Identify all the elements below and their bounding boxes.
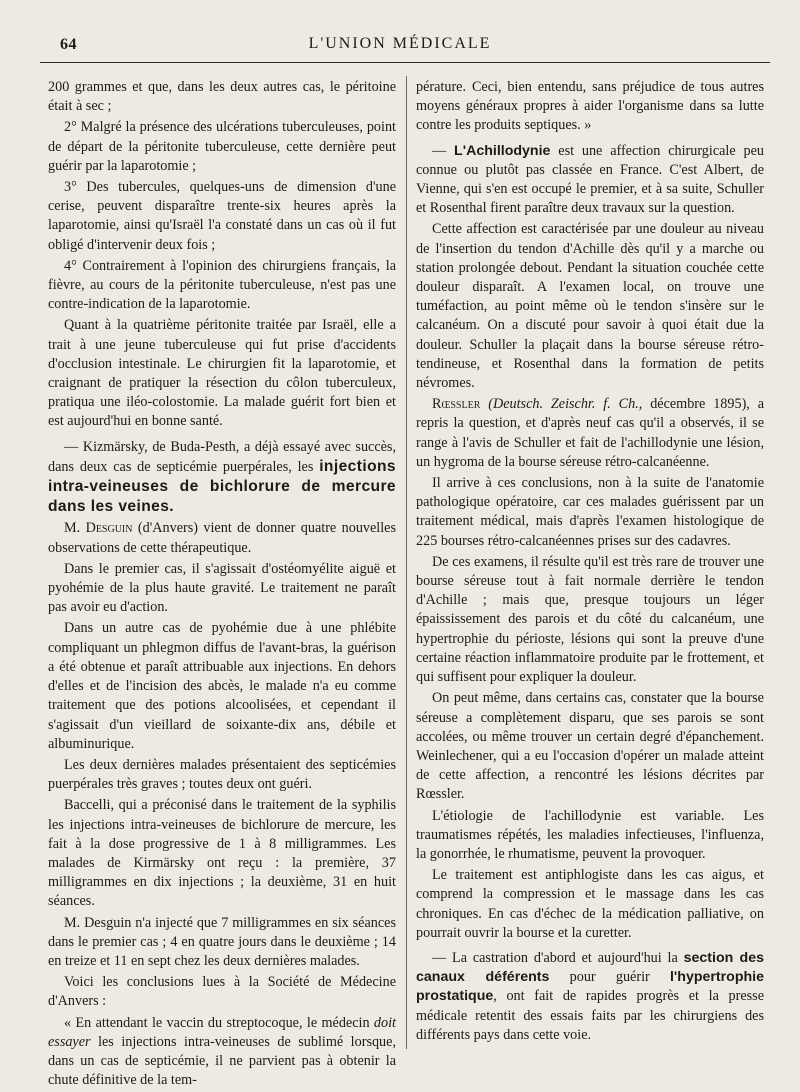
paragraph: Dans un autre cas de pyohémie due à une phlébite compliquant un phlegmon diffus de l'avant-bras, la guérison a été obtenue et paraît attribuable aux injections. En dehors d'elles et de l'incision des abcès, le malade n'a eu comme traitement que des potions alcoolisées, et cependant il s'agissait d'un vieillard de soixante-dix ans, débile et albuminurique. (48, 620, 396, 752)
paragraph-text: , ont fait de rapides progrès et la presse médicale retentit des essais faits par les chirurgiens des différents pays dans cette voie. (416, 988, 764, 1043)
paragraph: 2° Malgré la présence des ulcérations tuberculeuses, point de départ de la péritonite tuberculeuse, cette dernière peut guérir par la laparotomie ; (48, 119, 396, 174)
paragraph: L'étiologie de l'achillodynie est variable. Les traumatismes répétés, les maladies infectieuses, l'influenza, la gonorrhée, le rhumatisme, peuvent la provoquer. (416, 807, 764, 862)
paragraph (48, 519, 396, 557)
section-heading: L'Achillodynie (454, 142, 551, 159)
page-number: 64 (60, 36, 77, 53)
paragraph-text: — Kizmärsky, de Buda-Pesth, a déjà essayé avec succès, dans deux cas de septicémie puerpérales, les (48, 438, 396, 475)
paragraph: Cette affection est caractérisée par une douleur au niveau de l'insertion du tendon d'Achille dès qu'il y a marche ou station prolongée debout. Pendant la situation couchée cette douleur disparaît. A l'examen local, on trouve une tuméfaction, au point même où le tendon s'insère sur le calcanéum. On a discuté pour savoir à quoi était due la douleur. Schuller la plaçait dans la bourse séreuse rétro-tendineuse, et Rosenthal dans la formation de petits névromes. (416, 221, 764, 392)
right-column (416, 78, 764, 1047)
paragraph: De ces examens, il résulte qu'il est très rare de trouver une bourse séreuse tout à fait normale derrière le tendon d'Achille ; mais que, presque toujours un léger épaississement des parois et du côté du calcanéum, une hypertrophie du périoste, lésions qui sont la preuve d'une certaine réaction inflammatoire produite par le frottement, et qui suffisent pour expliquer la douleur. (416, 553, 764, 686)
paragraph (416, 949, 764, 1045)
emphasis: doit essayer (48, 1014, 396, 1050)
author-name: Rœssler (432, 396, 481, 413)
paragraph (416, 142, 764, 219)
paragraph-text: est une affection chirurgicale peu connue ou plutôt pas classée en France. C'est Albert, de Vienne, qui s'en est occupé le premier, et à sa suite, Schuller et Rosenthal firent paraître deux travaux sur la question. (416, 142, 765, 217)
paragraph: M. Desguin n'a injecté que 7 milligrammes en six séances dans le premier cas ; 4 en quatre jours dans le deuxième ; 14 en treize et 11 en sept chez les deux dernières malades. (48, 914, 396, 969)
section-heading: section des canaux déférents (416, 949, 764, 986)
paragraph (48, 1014, 396, 1091)
paragraph: 200 grammes et que, dans les deux autres cas, le péritoine était à sec ; (48, 79, 396, 115)
paragraph-text: « En attendant le vaccin du streptocoque, le médecin (64, 1014, 370, 1031)
paragraph: Quant à la quatrième péritonite traitée par Israël, elle a trait à une jeune tuberculeuse qui fut prise d'accidents d'occlusion intestinale. Le chirurgien fit la laparotomie, et craignant de pratiquer la résection du côlon tuberculeux, pratiqua une iléo-colostomie. La malade guérit fort bien et est aujourd'hui en bonne santé. (48, 317, 396, 430)
column-divider (406, 76, 407, 1049)
paragraph: 4° Contrairement à l'opinion des chirurgiens français, la fièvre, au cours de la péritonite tuberculeuse, n'est pas une contre-indication de la laparotomie. (48, 257, 396, 313)
paragraph-text: décembre 1895), a repris la question, et d'après neuf cas qu'il a observés, il se range à l'avis de Schuller et fait de l'achillodynie une lésion, un hygroma de la bourse séreuse rétro-calcanéenne. (416, 396, 765, 470)
paragraph-text: les injections intra-veineuses de sublimé lorsque, dans un cas de septicémie, il ne parvient pas à obtenir la chute définitive de la tem- (48, 1033, 396, 1089)
author-name: M. Desguin (64, 520, 133, 537)
paragraph: Le traitement est antiphlogiste dans les cas aigus, et comprend la compression et le massage dans les cas chroniques. En cas d'échec de la médication palliative, on pourrait ouvrir la bourse et la curetter. (416, 867, 764, 941)
paragraph-text: (d'Anvers) vient de donner quatre nouvelles observations de cette thérapeutique. (48, 520, 397, 556)
paragraph: Dans le premier cas, il s'agissait d'ostéomyélite aiguë et pyohémie de la plus haute gravité. Le traitement ne paraît pas avoir eu d'action. (48, 560, 396, 616)
section-heading: l'hypertrophie prostatique (416, 969, 765, 1005)
section-heading: injections intra-veineuses de bichlorure de mercure dans les veines. (48, 457, 396, 516)
dash: — (432, 142, 447, 159)
paragraph: pérature. Ceci, bien entendu, sans préjudice de tous autres moyens généraux propres à aider l'organisme dans sa lutte contre les produits septiques. » (416, 79, 764, 134)
paragraph: Baccelli, qui a préconisé dans le traitement de la syphilis les injections intra-veineuses de bichlorure de mercure, les fait à la dose progressive de 1 à 8 milligrammes. Les malades de Kirmärsky ont reçu : la première, 37 milligrammes en dix injections ; la deuxième, 31 en huit séances. (48, 797, 396, 910)
running-title: L'UNION MÉDICALE (308, 35, 492, 52)
paragraph-text: pour guérir (569, 969, 650, 986)
paragraph (416, 395, 764, 472)
paragraph: Il arrive à ces conclusions, non à la suite de l'anatomie pathologique opératoire, car ces malades guérissent par un traitement médical, mais d'après l'examen histologique de 225 bourses rétro-calcanéennes prises sur des cadavres. (416, 475, 764, 549)
paragraph: Les deux dernières malades présentaient des septicémies puerpérales très graves ; toutes deux ont guéri. (48, 756, 396, 793)
citation: (Deutsch. Zeischr. f. Ch., (488, 396, 643, 413)
paragraph: Voici les conclusions lues à la Société de Médecine d'Anvers : (48, 974, 396, 1010)
paragraph: On peut même, dans certains cas, constater que la bourse séreuse a complètement disparu, que ses parois se sont accolées, ou même trouver un certain degré d'épanchement. Weinlechener, qui a eu l'occasion d'opérer un malade atteint de cette affection, a rencontré les lésions décrites par Rœssler. (416, 690, 764, 803)
header-rule (40, 62, 770, 63)
paragraph-text: — La castration d'abord et aujourd'hui la (432, 949, 678, 966)
left-column (48, 78, 396, 1092)
paragraph (48, 438, 396, 518)
paragraph: 3° Des tubercules, quelques-uns de dimension d'une cerise, peuvent disparaître trente-six heures après la laparotomie, ainsi qu'Israël l'a constaté dans un cas où il fut obligé d'intervenir deux fois ; (48, 179, 396, 253)
